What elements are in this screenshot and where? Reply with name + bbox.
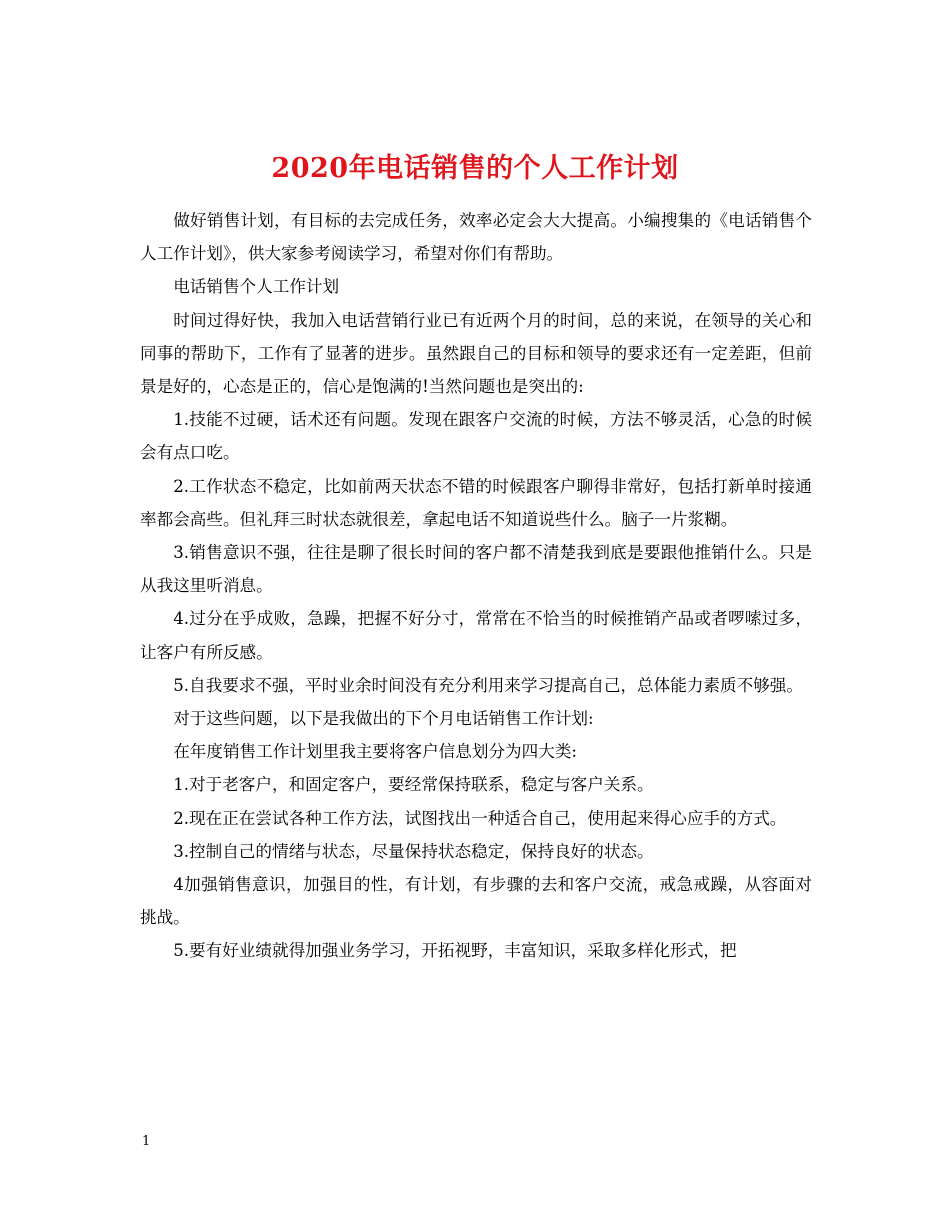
paragraph: 1.技能不过硬，话术还有问题。发现在跟客户交流的时候，方法不够灵活，心急的时候会有点口吃。 — [140, 410, 812, 463]
document-body — [140, 204, 812, 968]
document-title: 2020年电话销售的个人工作计划 — [271, 153, 679, 185]
paragraph: 在年度销售工作计划里我主要将客户信息划分为四大类: — [173, 742, 578, 762]
paragraph: 对于这些问题，以下是我做出的下个月电话销售工作计划: — [173, 709, 594, 729]
paragraph: 5.自我要求不强，平时业余时间没有充分利用来学习提高自己，总体能力素质不够强。 — [173, 675, 803, 695]
paragraph: 3.销售意识不强，往往是聊了很长时间的客户都不清楚我到底是要跟他推销什么。只是从我这里听消息。 — [140, 543, 812, 596]
page-number: 1 — [142, 1134, 151, 1149]
paragraph: 5.要有好业绩就得加强业务学习，开拓视野，丰富知识，采取多样化形式，把 — [173, 941, 737, 961]
paragraph: 3.控制自己的情绪与状态，尽量保持状态稳定，保持良好的状态。 — [173, 841, 654, 861]
paragraph: 电话销售个人工作计划 — [173, 277, 340, 297]
paragraph: 4加强销售意识，加强目的性，有计划，有步骤的去和客户交流，戒急戒躁，从容面对挑战。 — [140, 875, 812, 928]
paragraph: 2.工作状态不稳定，比如前两天状态不错的时候跟客户聊得非常好，包括打新单时接通率都会高些。但礼拜三时状态就很差，拿起电话不知道说些什么。脑子一片浆糊。 — [140, 476, 812, 529]
paragraph: 时间过得好快，我加入电话营销行业已有近两个月的时间，总的来说，在领导的关心和同事的帮助下，工作有了显著的进步。虽然跟自己的目标和领导的要求还有一定差距，但前景是好的，心态是正的，信心是饱满的!当然问题也是突出的: — [140, 310, 812, 397]
paragraph: 2.现在正在尝试各种工作方法，试图找出一种适合自己，使用起来得心应手的方式。 — [173, 808, 787, 828]
paragraph: 做好销售计划，有目标的去完成任务，效率必定会大大提高。小编搜集的《电话销售个人工作计划》，供大家参考阅读学习，希望对你们有帮助。 — [140, 211, 812, 264]
paragraph: 1.对于老客户，和固定客户，要经常保持联系，稳定与客户关系。 — [173, 775, 654, 795]
paragraph: 4.过分在乎成败，急躁，把握不好分寸，常常在不恰当的时候推销产品或者啰嗦过多，让客户有所反感。 — [140, 609, 812, 662]
